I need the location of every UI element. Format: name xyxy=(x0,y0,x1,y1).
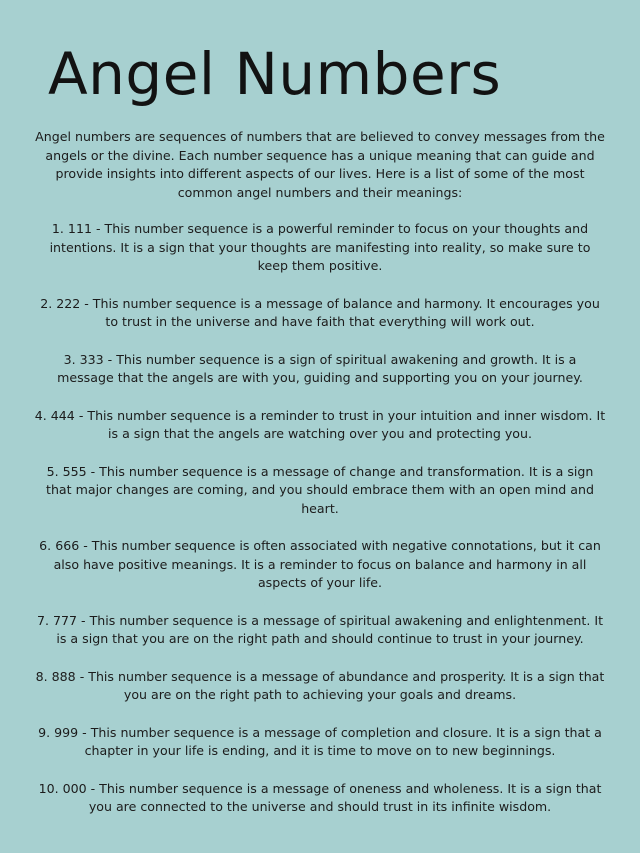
angel-number-111: 1. 111 - This number sequence is a powerful reminder to focus on your thoughts and intentions. It is a sign that your thoughts are manifesting into reality, so make sure to keep them positive. xyxy=(49,221,591,273)
angel-number-555: 5. 555 - This number sequence is a message of change and transformation. It is a sign that major changes are coming, and you should embrace them with an open mind and heart. xyxy=(46,463,594,516)
angel-number-222: 2. 222 - This number sequence is a message of balance and harmony. It encourages you to trust in the universe and have faith that everything will work out. xyxy=(40,295,600,329)
angel-number-777: 7. 777 - This number sequence is a message of spiritual awakening and enlightenment. It is a sign that you are on the right path and should continue to trust in your journey. xyxy=(36,612,604,646)
angel-number-000: 10. 000 - This number sequence is a message of oneness and wholeness. It is a sign that you are connected to the universe and should trust in its infinite wisdom. xyxy=(38,780,602,814)
angel-number-333: 3. 333 - This number sequence is a sign of spiritual awakening and growth. It is a message that the angels are with you, guiding and supporting you on your journey. xyxy=(57,351,583,385)
intro-paragraph: Angel numbers are sequences of numbers that are believed to convey messages from the angels or the divine. Each number sequence has a unique meaning that can guide and provide insights into different aspects of our lives. Here is a list of some of the most common angel numbers and their meanings: xyxy=(35,129,605,200)
page-title: Angel Numbers xyxy=(48,40,502,108)
angel-number-888: 8. 888 - This number sequence is a message of abundance and prosperity. It is a sign that you are on the right path to achieving your goals and dreams. xyxy=(35,668,605,702)
document-body xyxy=(34,128,606,817)
angel-number-999: 9. 999 - This number sequence is a message of completion and closure. It is a sign that a chapter in your life is ending, and it is time to move on to new beginnings. xyxy=(38,724,602,758)
angel-number-666: 6. 666 - This number sequence is often associated with negative connotations, but it can also have positive meanings. It is a reminder to focus on balance and harmony in all aspects of your life. xyxy=(39,538,601,590)
angel-number-444: 4. 444 - This number sequence is a reminder to trust in your intuition and inner wisdom. It is a sign that the angels are watching over you and protecting you. xyxy=(34,407,606,441)
